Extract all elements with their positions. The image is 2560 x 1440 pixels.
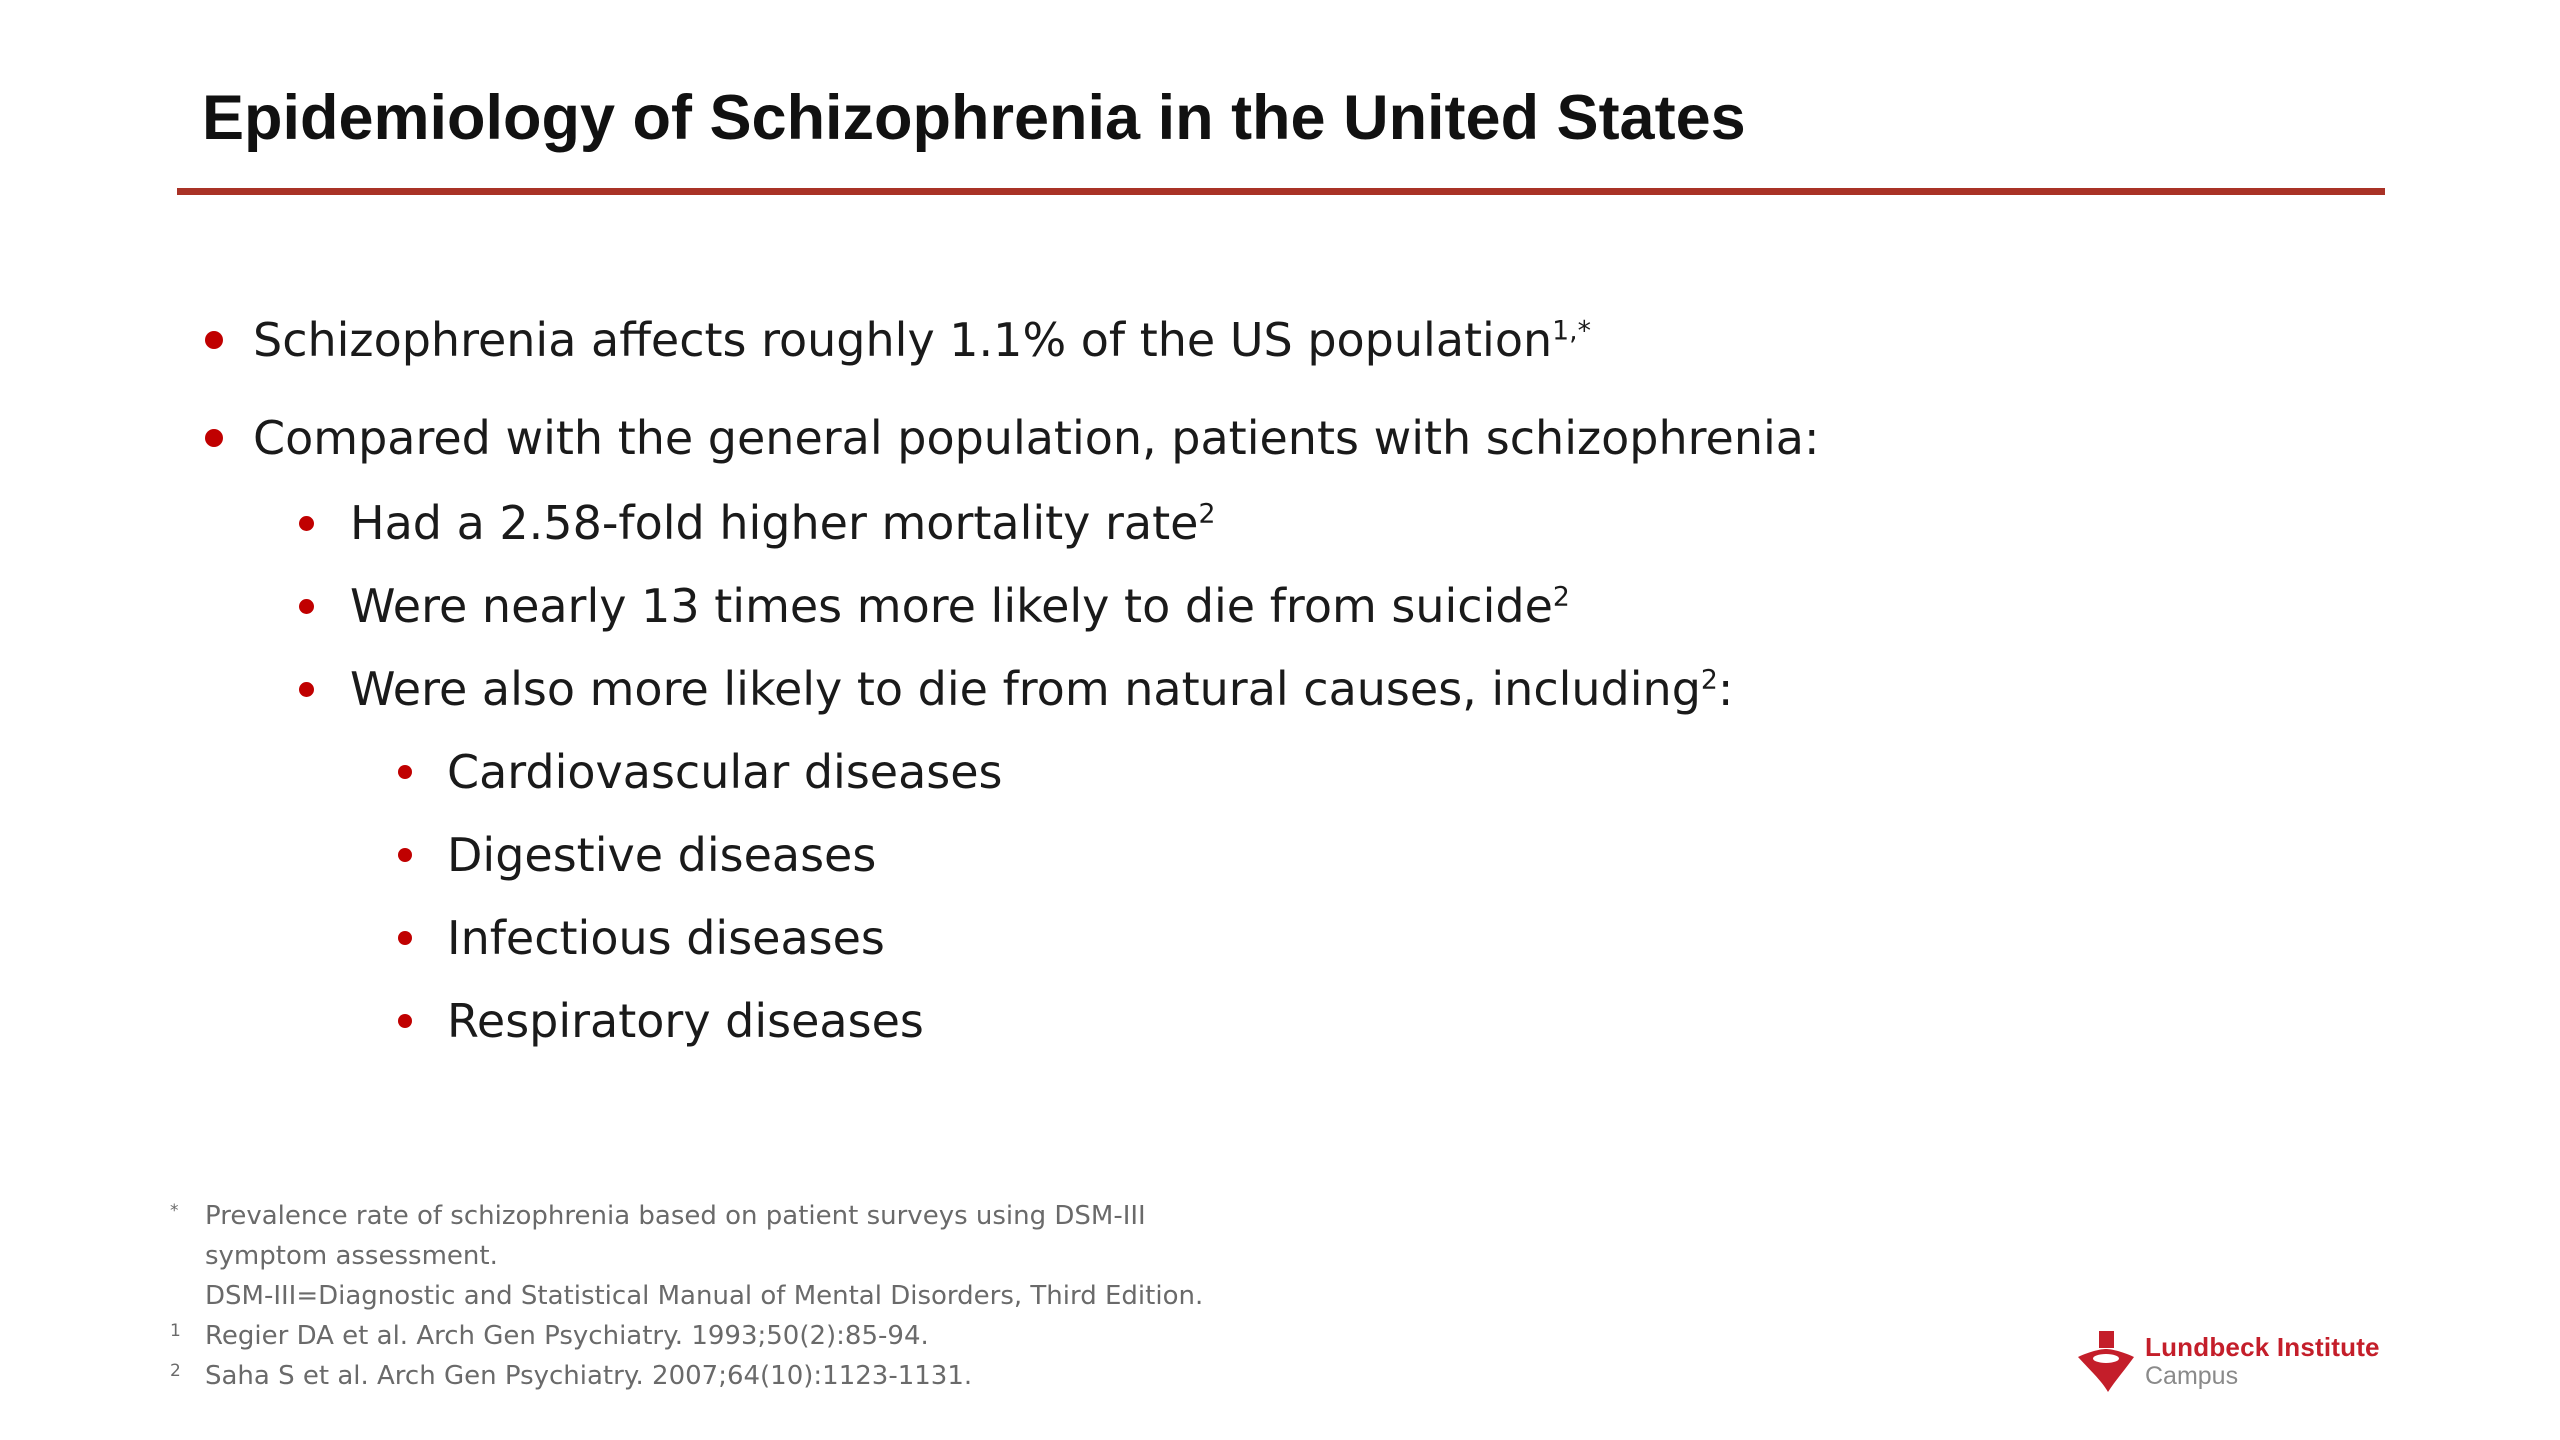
bullet-superscript: 2 (1700, 664, 1718, 696)
bullet-text (253, 412, 1819, 464)
bullet-item-level3 (0, 995, 2560, 1047)
bullet-item-level2 (0, 663, 2560, 715)
bullet-text-main: Were also more likely to die from natural causes, including (350, 662, 1701, 716)
bullet-text-main: Schizophrenia affects roughly 1.1% of the US population (253, 313, 1553, 367)
bullet-text (350, 663, 1733, 715)
bullet-text-main: Compared with the general population, patients with schizophrenia: (253, 411, 1820, 465)
lundbeck-logo (2075, 1331, 2380, 1393)
footnote-text: Saha S et al. Arch Gen Psychiatry. 2007;64(10):1123-1131. (205, 1361, 973, 1391)
footnote-text: Regier DA et al. Arch Gen Psychiatry. 1993;50(2):85-94. (205, 1321, 929, 1351)
bullet-text (253, 314, 1591, 366)
logo-campus-text: Campus (2145, 1362, 2239, 1390)
bullet-dot-icon (299, 497, 350, 549)
bullet-text (447, 912, 885, 964)
bullet-item-level1 (0, 412, 2560, 464)
bullet-list (0, 314, 2560, 1078)
bullet-superscript: 1,* (1552, 315, 1591, 347)
bullet-text (447, 829, 876, 881)
bullet-superscript: 2 (1552, 581, 1570, 613)
bullet-text-main: Infectious diseases (447, 911, 885, 965)
footnote-line (170, 1196, 1203, 1236)
bullet-text-main: Were nearly 13 times more likely to die from suicide (350, 579, 1553, 633)
bullet-item-level3 (0, 912, 2560, 964)
logo-text-block (2145, 1334, 2380, 1389)
footnote-line (170, 1236, 1203, 1276)
logo-institute-text: Lundbeck Institute (2145, 1332, 2380, 1362)
footnote-text: Prevalence rate of schizophrenia based on patient surveys using DSM-III (205, 1201, 1146, 1231)
bullet-item-level3 (0, 746, 2560, 798)
bullet-dot-icon (299, 663, 350, 715)
footnote-marker: 2 (170, 1361, 181, 1381)
bullet-text (447, 995, 924, 1047)
bullet-dot-icon (299, 580, 350, 632)
lundbeck-funnel-icon (2075, 1331, 2137, 1393)
bullet-text (350, 497, 1215, 549)
bullet-text-main: Had a 2.58-fold higher mortality rate (350, 496, 1199, 550)
footnote-marker: 1 (170, 1321, 181, 1341)
bullet-superscript: 2 (1198, 498, 1216, 530)
bullet-item-level2 (0, 497, 2560, 549)
bullet-item-level3 (0, 829, 2560, 881)
bullet-text (350, 580, 1570, 632)
bullet-dot-icon (205, 314, 253, 366)
bullet-dot-icon (398, 995, 447, 1047)
footnote-line (170, 1316, 1203, 1356)
footnote-line (170, 1276, 1203, 1316)
bullet-item-level1 (0, 314, 2560, 366)
bullet-dot-icon (398, 912, 447, 964)
footnote-text: symptom assessment. (205, 1241, 498, 1271)
bullet-dot-icon (398, 829, 447, 881)
bullet-dot-icon (398, 746, 447, 798)
bullet-text-main: Cardiovascular diseases (447, 745, 1003, 799)
bullet-item-level2 (0, 580, 2560, 632)
bullet-dot-icon (205, 412, 253, 464)
bullet-text-main: Digestive diseases (447, 828, 877, 882)
footnote-text: DSM-III=Diagnostic and Statistical Manual of Mental Disorders, Third Edition. (205, 1281, 1204, 1311)
footnote-marker: * (170, 1201, 179, 1221)
title-underline-rule (177, 188, 2385, 195)
bullet-text-main: Respiratory diseases (447, 994, 924, 1048)
footnote-line (170, 1356, 1203, 1396)
bullet-text-after: : (1717, 662, 1734, 716)
slide-title: Epidemiology of Schizophrenia in the United States (202, 83, 1746, 153)
bullet-text (447, 746, 1003, 798)
footnotes-block (170, 1196, 1203, 1396)
